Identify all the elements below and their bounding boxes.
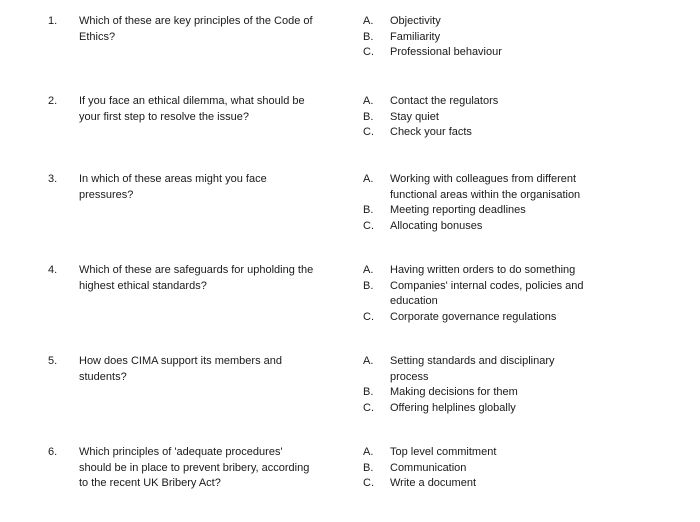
answer-option (363, 476, 693, 492)
question-text: How does CIMA support its members and students? (79, 355, 282, 383)
answer-option (363, 263, 693, 279)
answer-option (363, 279, 693, 310)
option-letter: C. (363, 46, 374, 58)
option-letter: B. (363, 204, 374, 216)
option-letter: C. (363, 310, 374, 323)
option-letter: C. (363, 219, 374, 232)
option-text: Having written orders to do something (390, 264, 576, 276)
option-text: Corporate governance regulations (390, 310, 557, 323)
option-text: Working with colleagues from different functional areas within the organisation (390, 173, 581, 201)
answer-options (363, 445, 693, 492)
option-text: Contact the regulators (390, 95, 499, 107)
option-letter: B. (363, 461, 374, 474)
question-text: Which of these are key principles of the Code of Ethics? (79, 15, 313, 43)
option-text: Meeting reporting deadlines (390, 204, 526, 216)
option-letter: A. (363, 264, 374, 276)
answer-option (363, 310, 693, 326)
answer-option (363, 94, 693, 110)
answer-options (363, 94, 693, 141)
option-text: Professional behaviour (390, 46, 502, 58)
answer-options (363, 14, 693, 61)
answer-option (363, 172, 693, 203)
answer-option (363, 385, 693, 401)
option-letter: A. (363, 95, 374, 107)
option-text: Check your facts (390, 126, 472, 138)
question-number: 5. (48, 355, 58, 367)
option-text: Familiarity (390, 30, 441, 43)
question-number: 6. (48, 446, 58, 458)
answer-option (363, 461, 693, 477)
option-text: Top level commitment (390, 446, 497, 458)
question-text: Which of these are safeguards for upholding the highest ethical standards? (79, 264, 314, 292)
option-letter: C. (363, 401, 374, 414)
option-letter: B. (363, 279, 374, 292)
option-text: Communication (390, 461, 467, 474)
question-text: If you face an ethical dilemma, what should be your first step to resolve the issue? (79, 95, 305, 123)
option-letter: A. (363, 15, 374, 27)
option-letter: A. (363, 173, 374, 185)
answer-option (363, 30, 693, 46)
option-letter: A. (363, 355, 374, 367)
option-text: Allocating bonuses (390, 219, 483, 232)
option-text: Write a document (390, 477, 477, 489)
question-number: 4. (48, 264, 58, 276)
option-text: Offering helplines globally (390, 401, 516, 414)
option-letter: B. (363, 30, 374, 43)
option-text: Setting standards and disciplinary process (390, 355, 555, 383)
question-number: 3. (48, 173, 58, 185)
option-text: Making decisions for them (390, 386, 518, 398)
answer-option (363, 14, 693, 30)
option-letter: A. (363, 446, 374, 458)
question-text: In which of these areas might you face pressures? (79, 173, 267, 201)
answer-options (363, 263, 693, 325)
answer-option (363, 203, 693, 219)
option-letter: C. (363, 126, 374, 138)
option-text: Objectivity (390, 15, 441, 27)
answer-option (363, 219, 693, 235)
question-number: 2. (48, 95, 58, 107)
answer-option (363, 445, 693, 461)
answer-option (363, 45, 693, 61)
question-number: 1. (48, 15, 58, 27)
answer-option (363, 354, 693, 385)
answer-option (363, 401, 693, 417)
option-letter: B. (363, 386, 374, 398)
answer-options (363, 354, 693, 416)
question-text: Which principles of 'adequate procedures' should be in place to prevent bribery, according to the recent UK Bribery Act? (79, 446, 310, 489)
answer-option (363, 125, 693, 141)
answer-options (363, 172, 693, 234)
answer-option (363, 110, 693, 126)
option-letter: B. (363, 110, 374, 123)
option-text: Stay quiet (390, 110, 439, 123)
option-letter: C. (363, 477, 374, 489)
option-text: Companies' internal codes, policies and education (390, 279, 584, 307)
